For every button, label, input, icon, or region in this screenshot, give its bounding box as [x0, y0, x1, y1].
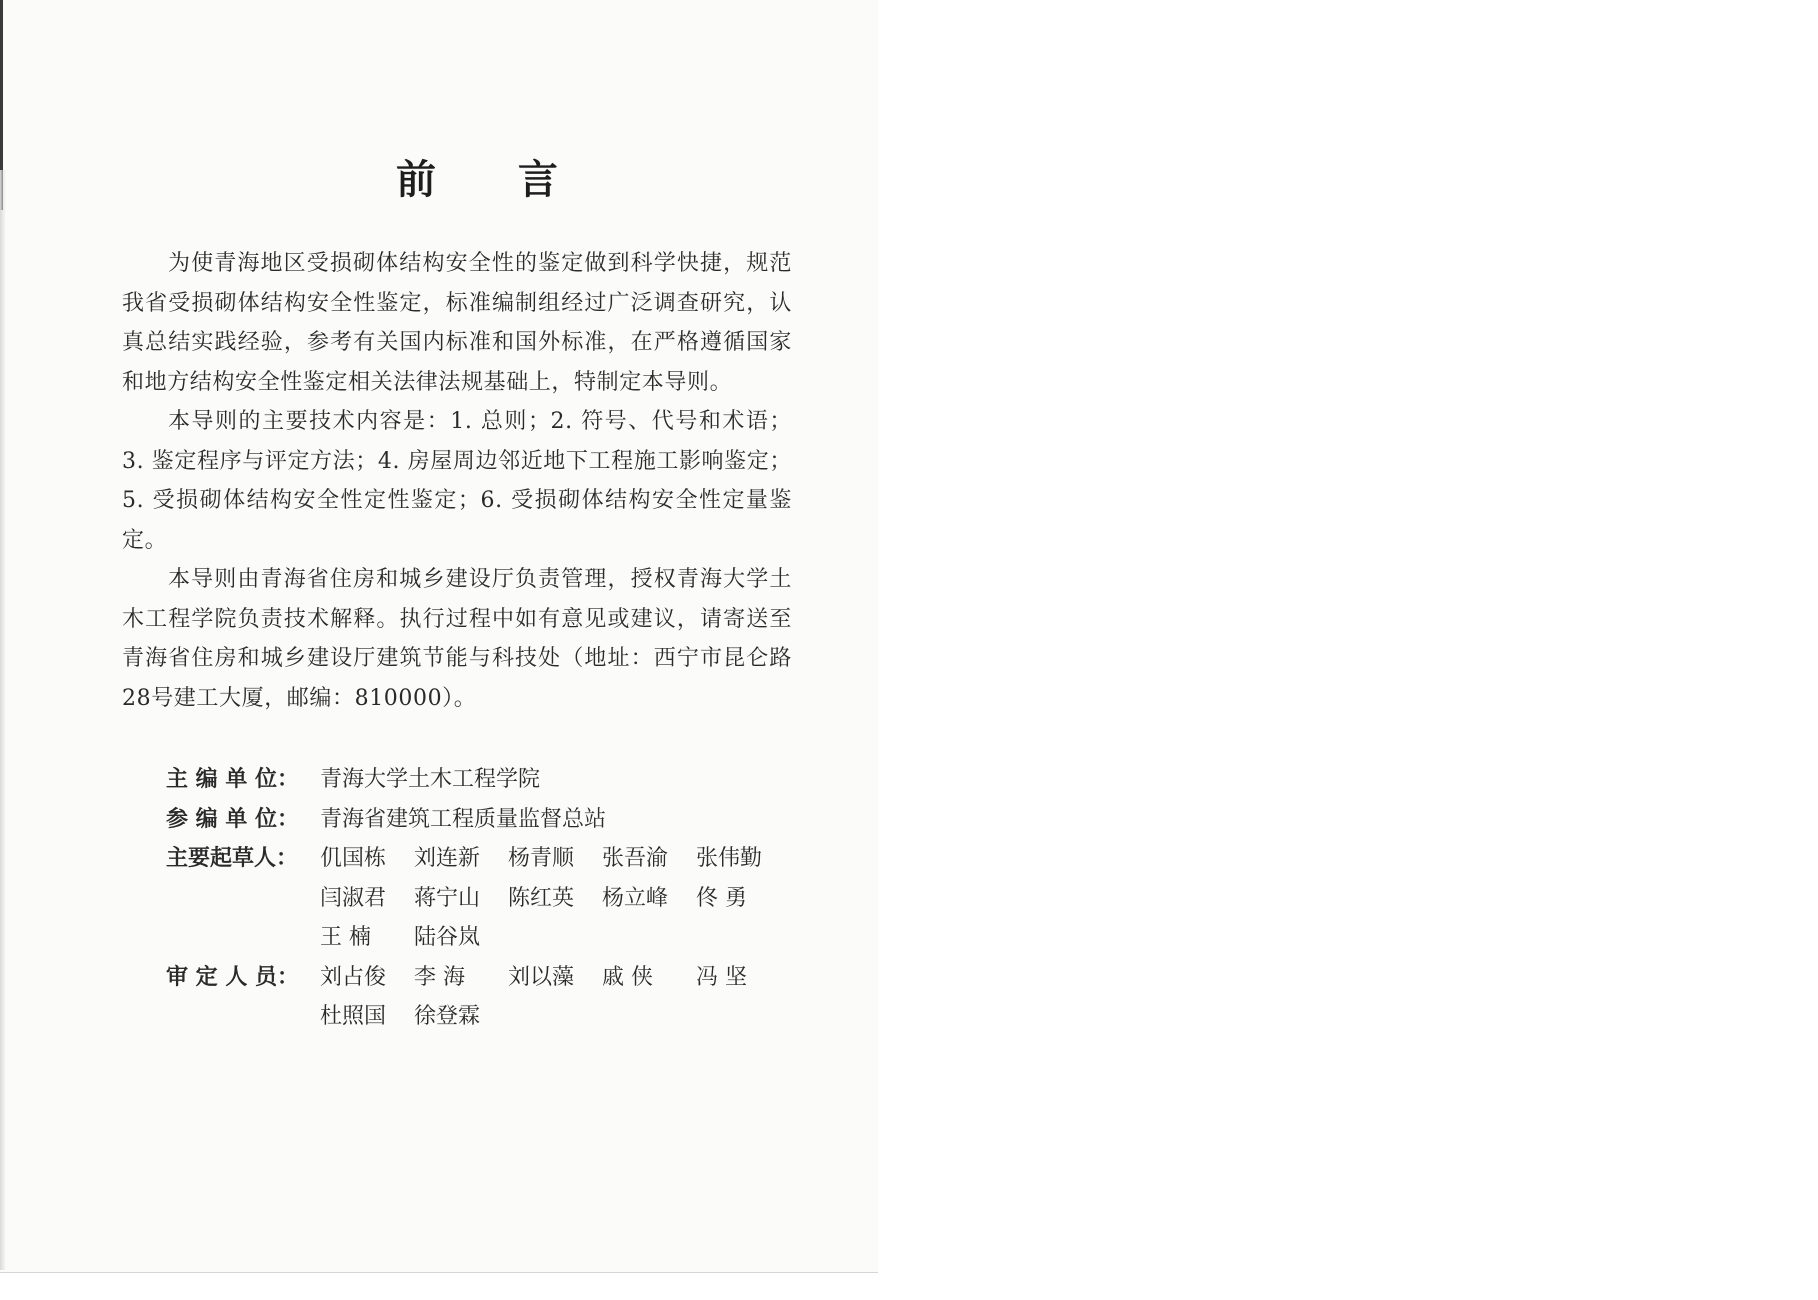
reviewer-name: 杜照国 [320, 1004, 387, 1029]
reviewer-name: 戚 侠 [602, 964, 653, 990]
page-title: 前 言 [396, 157, 592, 203]
participating-unit-row [166, 800, 806, 840]
drafter-name: 蒋宁山 [414, 885, 481, 911]
drafter-name: 陈红英 [508, 885, 575, 911]
chief-unit-value: 青海大学土木工程学院 [320, 767, 541, 792]
reviewer-name: 冯 坚 [696, 964, 747, 990]
paragraph-contents: 本导则的主要技术内容是：1. 总则；2. 符号、代号和术语；3. 鉴定程序与评定方法；4. 房屋周边邻近地下工程施工影响鉴定；5. 受损砌体结构安全性定性鉴定；6. 受损砌体结构安全性定量鉴定。 [122, 409, 792, 553]
reviewer-name: 刘占俊 [320, 964, 387, 990]
reviewer-name: 李 海 [414, 964, 465, 990]
drafter-name: 刘连新 [414, 846, 481, 871]
drafter-name: 杨青顺 [508, 846, 575, 871]
chief-unit-row [166, 760, 806, 800]
drafters-label: 主要起草人： [166, 846, 299, 871]
participating-unit-value: 青海省建筑工程质量监督总站 [320, 806, 607, 832]
reviewers-row [166, 958, 806, 1037]
drafters-list [320, 839, 790, 958]
drafter-name: 陆谷岚 [414, 925, 481, 950]
drafter-name: 闫淑君 [320, 885, 387, 911]
drafter-name: 张伟勤 [696, 846, 763, 871]
paragraph-purpose: 为使青海地区受损砌体结构安全性的鉴定做到科学快捷，规范我省受损砌体结构安全性鉴定，标准编制组经过广泛调查研究，认真总结实践经验，参考有关国内标准和国外标准，在严格遵循国家和地方结构安全性鉴定相关法律法规基础上，特制定本导则。 [122, 251, 792, 395]
drafter-name: 佟 勇 [696, 885, 747, 911]
drafter-name: 仉国栋 [320, 846, 387, 871]
binding-shadow [0, 170, 6, 1270]
drafter-name: 王 楠 [320, 925, 371, 950]
paragraph-management: 本导则由青海省住房和城乡建设厅负责管理，授权青海大学土木工程学院负责技术解释。执行过程中如有意见或建议，请寄送至青海省住房和城乡建设厅建筑节能与科技处（地址：西宁市昆仑路28号建工大厦，邮编：810000）。 [122, 567, 792, 711]
reviewers-label: 审 定 人 员： [166, 964, 299, 990]
drafter-name: 杨立峰 [602, 885, 669, 911]
preface-body [122, 244, 792, 718]
document-page [0, 0, 878, 1273]
reviewer-name: 徐登霖 [414, 1004, 481, 1029]
reviewers-list [320, 958, 790, 1037]
reviewer-name: 刘以藻 [508, 964, 575, 990]
participating-unit-label: 参 编 单 位： [166, 806, 299, 832]
drafter-name: 张吾渝 [602, 846, 669, 871]
credits-block [166, 760, 806, 1037]
drafters-row [166, 839, 806, 958]
chief-unit-label: 主 编 单 位： [166, 767, 299, 792]
